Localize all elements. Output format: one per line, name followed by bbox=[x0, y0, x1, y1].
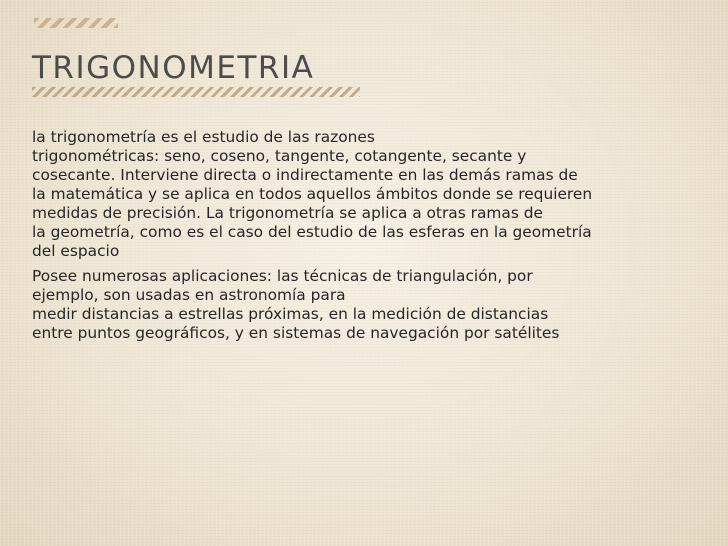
decorative-stripes bbox=[34, 18, 118, 28]
body-paragraph: la trigonometría es el estudio de las razones trigonométricas: seno, coseno, tangente, cotangente, secante y cosecante. Interviene directa o indirectamente en las demás ramas de la matemática y se aplica en todos aquellos ámbitos donde se requieren medidas de precisión. La trigonometría se aplica a otras ramas de la geometría, como es el caso del estudio de las esferas en la geometría del espacio bbox=[32, 128, 593, 260]
body-paragraph: Posee numerosas aplicaciones: las técnicas de triangulación, por ejemplo, son usadas en astronomía para medir distancias a estrellas próximas, en la medición de distancias entre puntos geográficos, y en sistemas de navegación por satélites bbox=[32, 267, 560, 342]
title-underline bbox=[32, 87, 360, 97]
slide-title: TRIGONOMETRIA bbox=[32, 50, 315, 86]
slide-body bbox=[32, 128, 712, 349]
